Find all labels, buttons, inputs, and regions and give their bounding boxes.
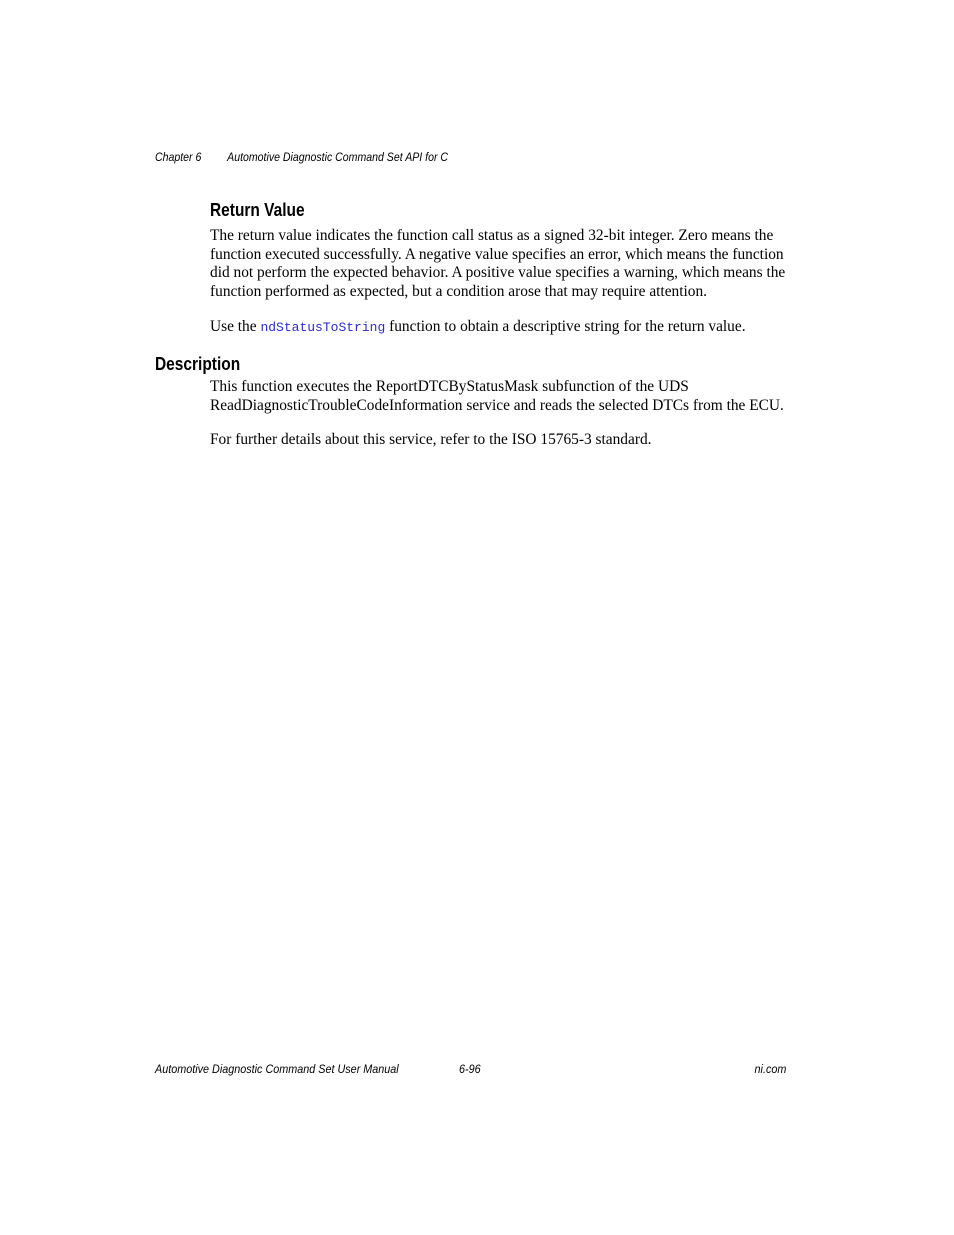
footer-manual-title: Automotive Diagnostic Command Set User Manual [155, 1062, 399, 1076]
text-fragment: function to obtain a descriptive string for the return value. [385, 318, 746, 335]
text-line: did not perform the expected behavior. A positive value specifies a warning, which means the [210, 264, 786, 282]
nd-status-to-string-link[interactable]: ndStatusToString [260, 320, 386, 335]
text-line: The return value indicates the function call status as a signed 32-bit integer. Zero means the [210, 227, 774, 244]
text-line: For further details about this service, refer to the ISO 15765-3 standard. [210, 431, 652, 448]
text-fragment: Use the [210, 318, 261, 335]
chapter-label: Chapter 6 [155, 150, 202, 164]
return-value-paragraph [210, 227, 800, 301]
footer-site-link[interactable]: ni.com [754, 1062, 786, 1076]
status-to-string-paragraph [210, 318, 800, 338]
description-heading: Description [155, 354, 241, 374]
further-details-paragraph [210, 431, 800, 450]
text-line: function executed successfully. A negative value specifies an error, which means the function [210, 245, 784, 263]
text-line: This function executes the ReportDTCByStatusMask subfunction of the UDS [210, 378, 689, 395]
return-value-heading: Return Value [210, 200, 305, 220]
chapter-title: Automotive Diagnostic Command Set API for C [227, 150, 449, 164]
text-line: function performed as expected, but a condition arose that may require attention. [210, 282, 708, 300]
description-paragraph [210, 378, 800, 415]
text-line: ReadDiagnosticTroubleCodeInformation service and reads the selected DTCs from the ECU. [210, 396, 784, 414]
footer-page-number: 6-96 [459, 1062, 481, 1076]
running-header [155, 150, 448, 164]
